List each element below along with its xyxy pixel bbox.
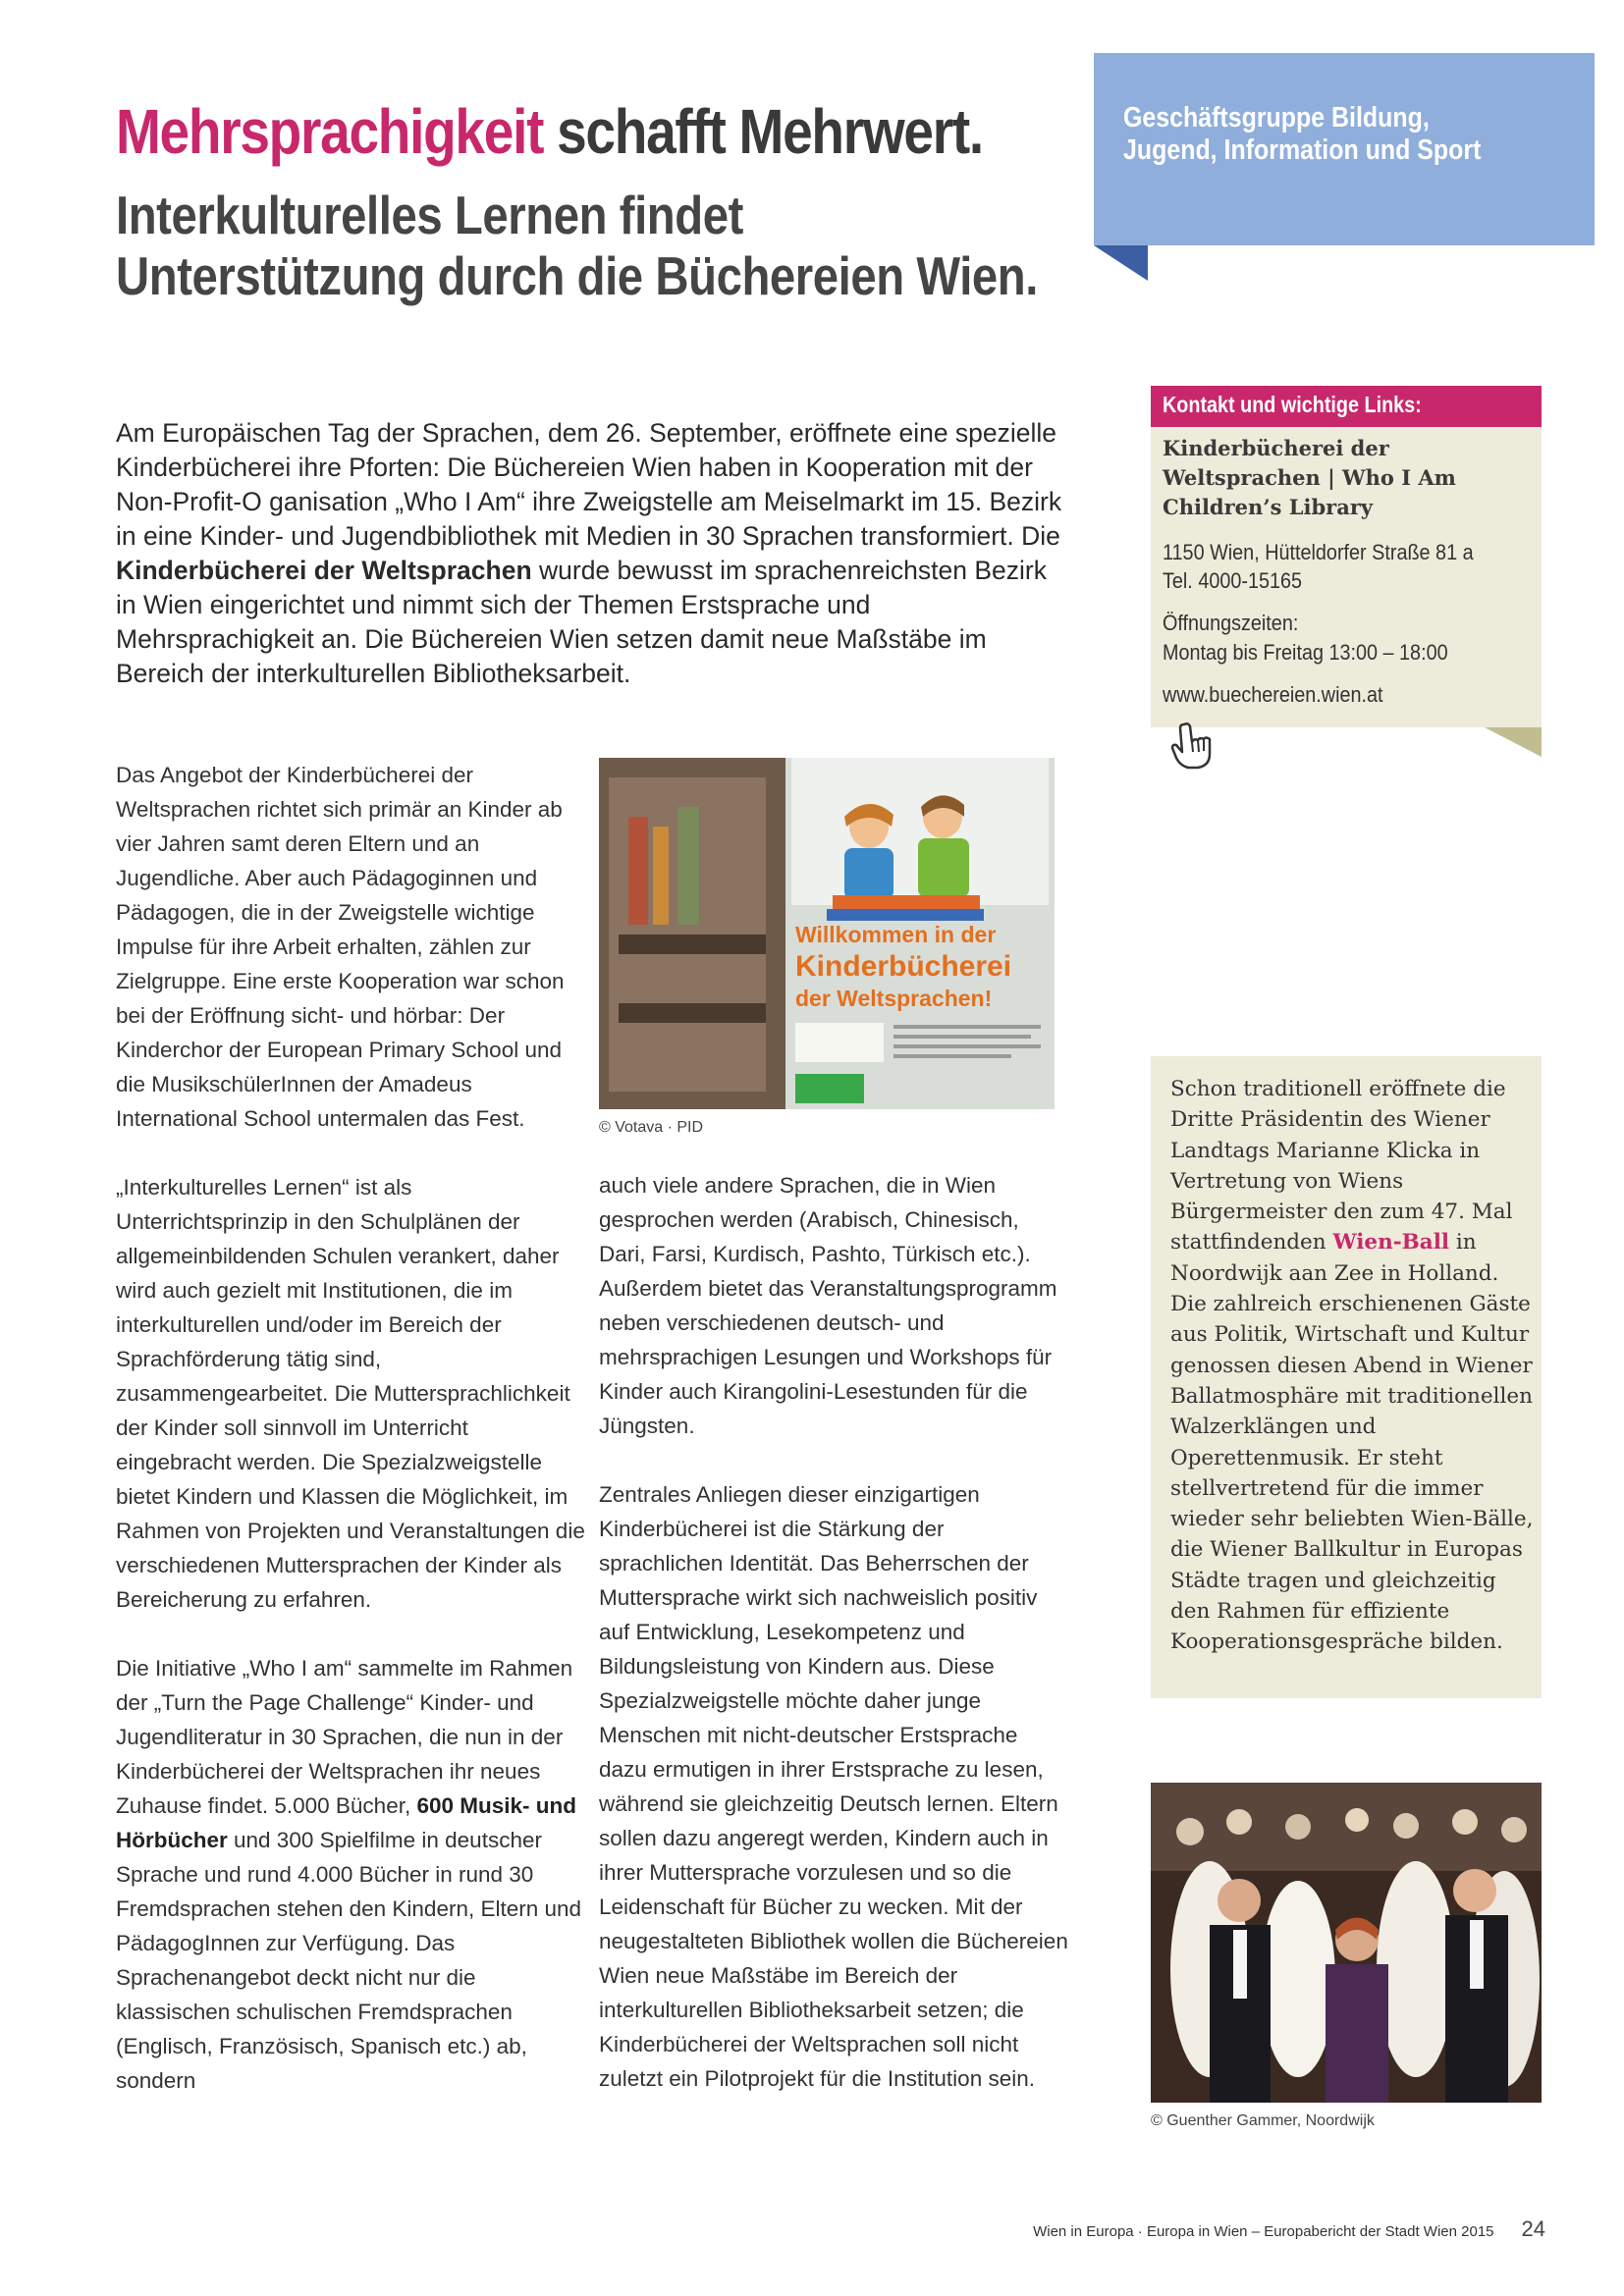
wien-ball-text — [1170, 1074, 1536, 1658]
wien-ball-box — [1151, 1056, 1542, 1698]
quote-text-1: Schon traditionell eröffnete die Dritte Präsidentin des Wiener Landtags Marianne Klicka in Vertretung von Wiens Bürgermeister den zum 47. Mal stattfindenden — [1170, 1077, 1513, 1255]
contact-hours-label: Öffnungszeiten: — [1163, 611, 1299, 635]
title-highlight: Mehrsprachigkeit — [116, 96, 544, 167]
contact-box-fold — [1485, 727, 1542, 757]
wien-ball-illustration — [1151, 1783, 1542, 2103]
quote-text-2: in Noordwijk aan Zee in Holland. Die zahlreich erschienenen Gäste aus Politik, Wirtschaft und Kultur genossen diesen Abend in Wiener Ballatmosphäre mit traditionellen Walzerklängen und Operettenmusik. Er steht stellvertretend für die immer wieder sehr beliebten Wien-Bälle, die Wiener Ballkultur in Europas Städte tragen und gleichzeitig den Rahmen für effiziente Kooperationsgespräche bilden. — [1170, 1230, 1534, 1655]
poster-line-3: der Weltsprachen! — [795, 986, 993, 1011]
left-paragraph-3 — [116, 1651, 587, 2098]
page-title — [116, 94, 983, 169]
intro-paragraph — [116, 416, 1068, 691]
contact-heading-bar — [1151, 386, 1542, 427]
page-subtitle: Interkulturelles Lernen findet Unterstützung durch die Büchereien Wien. — [116, 185, 1038, 306]
left-p3-text-2: und 300 Spielfilme in deutscher Sprache und rund 4.000 Bücher in rund 30 Fremdsprachen stehen den Kindern, Eltern und PädagogInnen zur Verfügung. Das Sprachenangebot deckt nicht nur die klassischen schulischen Fremdsprachen (Englisch, Französisch, Spanisch etc.) ab, sondern — [116, 1828, 582, 2093]
intro-bold: Kinderbücherei der Weltsprachen — [116, 556, 532, 585]
title-rest: schafft Mehrwert. — [557, 96, 983, 167]
library-poster-illustration — [599, 758, 1055, 1109]
contact-heading: Kontakt und wichtige Links: — [1163, 392, 1422, 417]
photo2-credit: © Guenther Gammer, Noordwijk — [1151, 2112, 1375, 2129]
contact-phone: Tel. 4000-15165 — [1163, 568, 1303, 593]
left-column — [116, 758, 587, 2132]
library-poster-photo — [599, 758, 1055, 1109]
intro-text-2: wurde bewusst im sprachenreichsten Bezirk in Wien eingerichtet und nimmt sich der Themen Erstsprache und Mehrsprachigkeit an. Die Büchereien Wien setzen damit neue Maßstäbe im Bereich der interkulturellen Bibliotheksarbeit. — [116, 556, 1047, 688]
middle-paragraph-1: auch viele andere Sprachen, die in Wien gesprochen werden (Arabisch, Chinesisch, Dari, Farsi, Kurdisch, Pashto, Türkisch etc.). Außerdem bietet das Veranstaltungsprogramm neben verschiedenen deutsch- und mehrsprachigen Lesungen und Workshops für Kinder auch Kirangolini-Lesestunden für die Jüngsten. — [599, 1173, 1057, 1438]
photo1-credit: © Votava · PID — [599, 1119, 704, 1136]
middle-column — [599, 1168, 1070, 2130]
poster-line-2: Kinderbücherei — [795, 950, 1012, 983]
quote-highlight: Wien-Ball — [1332, 1230, 1450, 1255]
contact-library-name: Kinderbücherei der Weltsprachen | Who I Am Children’s Library — [1163, 436, 1456, 519]
left-paragraph-2: „Interkulturelles Lernen“ ist als Unterrichtsprinzip in den Schulplänen der allgemeinbildenden Schulen verankert, daher wird auch gezielt mit Institutionen, die im interkulturellen und/oder im Bereich der Sprachförderung tätig sind, zusammengearbeitet. Die Muttersprachlichkeit der Kinder soll sinnvoll im Unterricht eingebracht werden. Die Spezialzweigstelle bietet Kindern und Klassen die Möglichkeit, im Rahmen von Projekten und Veranstaltungen die verschiedenen Muttersprachen der Kinder als Bereicherung zu erfahren. — [116, 1175, 585, 1612]
contact-url-link[interactable]: www.buechereien.wien.at — [1163, 682, 1383, 707]
category-tag-fold — [1094, 245, 1148, 281]
wien-ball-photo — [1151, 1783, 1542, 2103]
contact-address: 1150 Wien, Hütteldorfer Straße 81 a — [1163, 540, 1474, 564]
middle-paragraph-2: Zentrales Anliegen dieser einzigartigen Kinderbücherei ist die Stärkung der sprachlichen Identität. Das Beherrschen der Muttersprache wirkt sich nachweislich positiv auf Entwicklung, Lesekompetenz und Bildungsleistung von Kindern aus. Diese Spezialzweigstelle möchte daher junge Menschen mit nicht-deutscher Erstsprache dazu ermutigen in ihrer Erstsprache zu lesen, während sie gleichzeitig Deutsch lernen. Eltern sollen dazu angeregt werden, Kindern auch in ihrer Muttersprache vorzulesen und so die Leidenschaft für Bücher zu wecken. Mit der neugestalteten Bibliothek wollen die Büchereien Wien neue Maßstäbe im Bereich der interkulturellen Bibliotheksarbeit setzen; die Kinderbücherei der Weltsprachen soll nicht zuletzt ein Pilotprojekt für die Institution sein. — [599, 1482, 1068, 2091]
category-tag — [1094, 53, 1595, 245]
intro-text-1: Am Europäischen Tag der Sprachen, dem 26. September, eröffnete eine spezielle Kinderbücherei ihre Pforten: Die Büchereien Wien haben in Kooperation mit der Non-Profit-O ganisation „Who I Am“ ihre Zweigstelle am Meiselmarkt im 15. Bezirk in eine Kinder- und Jugendbibliothek mit Medien in 30 Sprachen transformiert. Die — [116, 418, 1062, 551]
contact-hours: Montag bis Freitag 13:00 – 18:00 — [1163, 640, 1448, 665]
page-footer — [982, 2216, 1545, 2242]
left-paragraph-1: Das Angebot der Kinderbücherei der Weltsprachen richtet sich primär an Kinder ab vier Jahren samt deren Eltern und an Jugendliche. Aber auch Pädagoginnen und Pädagogen, die in der Zweigstelle wichtige Impulse für ihre Arbeit erhalten, zählen zur Zielgruppe. Eine erste Kooperation war schon bei der Eröffnung sicht- und hörbar: Der Kinderchor der European Primary School und die MusikschülerInnen der Amadeus International School untermalen das Fest. — [116, 763, 565, 1131]
poster-line-1: Willkommen in der — [795, 922, 997, 947]
category-label: Geschäftsgruppe Bildung, Jugend, Information und Sport — [1123, 102, 1482, 166]
left-p3-bold: 600 Musik- und Hörbücher — [116, 1793, 577, 1852]
page-number: 24 — [1521, 2216, 1545, 2241]
footer-text: Wien in Europa · Europa in Wien – Europabericht der Stadt Wien 2015 — [1033, 2223, 1494, 2240]
left-p3-text-1: Die Initiative „Who I am“ sammelte im Rahmen der „Turn the Page Challenge“ Kinder- und Jugendliteratur in 30 Sprachen, die nun in der Kinderbücherei der Weltsprachen ihr neues Zuhause findet. 5.000 Bücher, — [116, 1656, 573, 1818]
pointing-hand-icon[interactable] — [1170, 721, 1214, 776]
